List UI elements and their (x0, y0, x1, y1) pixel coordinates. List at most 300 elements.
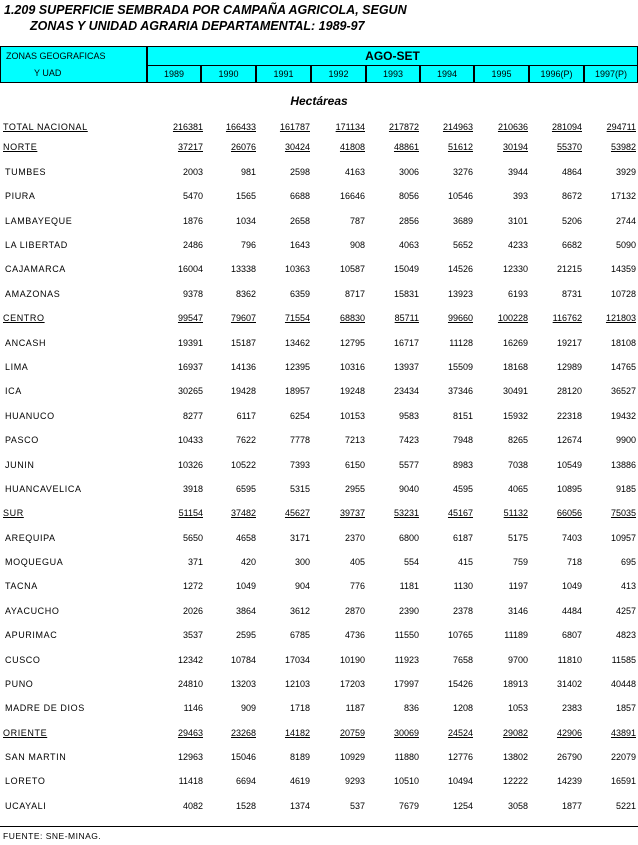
value-cell: 2378 (452, 606, 473, 616)
value-cell: 1876 (182, 216, 203, 226)
value-cell: 4595 (452, 484, 473, 494)
value-cell: 12103 (284, 679, 310, 689)
row-label: MOQUEGUA (5, 557, 64, 567)
value-cell: 695 (620, 557, 636, 567)
value-cell: 1528 (235, 801, 256, 811)
value-cell: 904 (294, 581, 310, 591)
value-cell: 13802 (502, 752, 528, 762)
value-cell: 161787 (279, 122, 310, 132)
value-cell: 13923 (447, 289, 473, 299)
value-cell: 18168 (502, 362, 528, 372)
value-cell: 8672 (561, 191, 582, 201)
value-cell: 48861 (393, 142, 419, 152)
row-label: ANCASH (5, 338, 47, 348)
value-cell: 3864 (235, 606, 256, 616)
value-cell: 4065 (507, 484, 528, 494)
value-cell: 4484 (561, 606, 582, 616)
value-cell: 1718 (289, 703, 310, 713)
value-cell: 11418 (178, 776, 203, 786)
value-cell: 1374 (289, 801, 310, 811)
value-cell: 6688 (289, 191, 310, 201)
value-cell: 14239 (556, 776, 582, 786)
value-cell: 16591 (610, 776, 636, 786)
value-cell: 23434 (393, 386, 419, 396)
value-cell: 11550 (394, 630, 419, 640)
row-label: HUANUCO (5, 411, 55, 421)
value-cell: 15049 (393, 264, 419, 274)
value-cell: 53982 (610, 142, 636, 152)
value-cell: 40448 (610, 679, 636, 689)
value-cell: 1208 (452, 703, 473, 713)
value-cell: 300 (294, 557, 310, 567)
value-cell: 981 (240, 167, 256, 177)
value-cell: 2370 (344, 533, 365, 543)
value-cell: 5577 (398, 460, 419, 470)
value-cell: 6193 (507, 289, 528, 299)
value-cell: 1643 (289, 240, 310, 250)
table-subtotal-row (0, 508, 638, 526)
value-cell: 371 (187, 557, 203, 567)
row-label: TOTAL NACIONAL (3, 122, 88, 132)
value-cell: 30424 (284, 142, 310, 152)
value-cell: 405 (349, 557, 365, 567)
value-cell: 79607 (230, 313, 256, 323)
value-cell: 1130 (453, 581, 473, 591)
value-cell: 2856 (398, 216, 419, 226)
value-cell: 3276 (452, 167, 473, 177)
value-cell: 3101 (507, 216, 528, 226)
row-label: AREQUIPA (5, 533, 56, 543)
value-cell: 7038 (507, 460, 528, 470)
value-cell: 5315 (289, 484, 310, 494)
value-cell: 10316 (339, 362, 365, 372)
value-cell: 14359 (610, 264, 636, 274)
value-cell: 12795 (339, 338, 365, 348)
row-label: ICA (5, 386, 22, 396)
value-cell: 12222 (502, 776, 528, 786)
year-header-cell: 1989 (147, 65, 201, 83)
table-row (0, 801, 638, 819)
row-label: SAN MARTIN (5, 752, 67, 762)
value-cell: 3612 (289, 606, 310, 616)
value-cell: 4163 (344, 167, 365, 177)
value-cell: 31402 (556, 679, 582, 689)
value-cell: 37482 (230, 508, 256, 518)
value-cell: 393 (512, 191, 528, 201)
value-cell: 420 (240, 557, 256, 567)
value-cell: 30265 (177, 386, 203, 396)
value-cell: 29463 (177, 728, 203, 738)
row-label: PASCO (5, 435, 39, 445)
value-cell: 13462 (284, 338, 310, 348)
value-cell: 9185 (615, 484, 636, 494)
value-cell: 3918 (182, 484, 203, 494)
value-cell: 7423 (398, 435, 419, 445)
value-cell: 10433 (177, 435, 203, 445)
value-cell: 5206 (561, 216, 582, 226)
value-cell: 14136 (230, 362, 256, 372)
row-label: PIURA (5, 191, 36, 201)
value-cell: 909 (240, 703, 256, 713)
value-cell: 37346 (447, 386, 473, 396)
value-cell: 8056 (398, 191, 419, 201)
value-cell: 36527 (610, 386, 636, 396)
value-cell: 12342 (177, 655, 203, 665)
value-cell: 413 (620, 581, 636, 591)
value-cell: 7403 (561, 533, 582, 543)
value-cell: 1565 (235, 191, 256, 201)
year-header-cell: 1997(P) (584, 65, 638, 83)
value-cell: 42906 (556, 728, 582, 738)
year-header-cell: 1995 (474, 65, 529, 83)
table-row (0, 655, 638, 673)
value-cell: 8189 (289, 752, 310, 762)
row-label: UCAYALI (5, 801, 47, 811)
value-cell: 759 (512, 557, 528, 567)
value-cell: 13886 (610, 460, 636, 470)
value-cell: 3171 (289, 533, 310, 543)
value-cell: 8362 (235, 289, 256, 299)
value-cell: 1053 (507, 703, 528, 713)
value-cell: 8277 (182, 411, 203, 421)
year-header-cell: 1993 (366, 65, 420, 83)
value-cell: 17132 (610, 191, 636, 201)
row-label: MADRE DE DIOS (5, 703, 85, 713)
value-cell: 10522 (230, 460, 256, 470)
value-cell: 26790 (556, 752, 582, 762)
value-cell: 210636 (497, 122, 528, 132)
value-cell: 116762 (552, 313, 582, 323)
value-cell: 836 (403, 703, 419, 713)
value-cell: 11880 (394, 752, 419, 762)
value-cell: 16717 (393, 338, 419, 348)
table-row (0, 411, 638, 429)
value-cell: 2658 (289, 216, 310, 226)
value-cell: 17997 (393, 679, 419, 689)
value-cell: 19432 (610, 411, 636, 421)
value-cell: 3689 (452, 216, 473, 226)
value-cell: 8717 (344, 289, 365, 299)
value-cell: 2486 (182, 240, 203, 250)
value-cell: 9040 (398, 484, 419, 494)
value-cell: 415 (457, 557, 473, 567)
value-cell: 216381 (172, 122, 203, 132)
value-cell: 554 (403, 557, 419, 567)
value-cell: 71554 (284, 313, 310, 323)
value-cell: 776 (349, 581, 365, 591)
value-cell: 15509 (447, 362, 473, 372)
table-subtotal-row (0, 142, 638, 160)
value-cell: 51132 (503, 508, 528, 518)
value-cell: 12330 (502, 264, 528, 274)
value-cell: 6359 (289, 289, 310, 299)
value-cell: 11585 (611, 655, 636, 665)
value-cell: 12674 (556, 435, 582, 445)
value-cell: 10326 (177, 460, 203, 470)
value-cell: 7948 (452, 435, 473, 445)
value-cell: 16269 (502, 338, 528, 348)
table-row (0, 679, 638, 697)
value-cell: 28120 (556, 386, 582, 396)
value-cell: 17203 (339, 679, 365, 689)
row-label: NORTE (3, 142, 38, 152)
table-row (0, 191, 638, 209)
table-row (0, 776, 638, 794)
value-cell: 6595 (235, 484, 256, 494)
row-label: LORETO (5, 776, 46, 786)
value-cell: 121803 (605, 313, 636, 323)
value-cell: 1049 (561, 581, 582, 591)
row-label: AYACUCHO (5, 606, 60, 616)
value-cell: 3537 (182, 630, 203, 640)
value-cell: 4619 (289, 776, 310, 786)
value-cell: 5090 (615, 240, 636, 250)
value-cell: 66056 (556, 508, 582, 518)
value-cell: 16937 (177, 362, 203, 372)
row-label: TACNA (5, 581, 38, 591)
value-cell: 21215 (556, 264, 582, 274)
value-cell: 14182 (284, 728, 310, 738)
value-cell: 537 (349, 801, 365, 811)
value-cell: 2383 (561, 703, 582, 713)
value-cell: 41808 (339, 142, 365, 152)
value-cell: 14526 (447, 264, 473, 274)
value-cell: 4063 (398, 240, 419, 250)
value-cell: 10765 (447, 630, 473, 640)
value-cell: 16004 (177, 264, 203, 274)
table-row (0, 703, 638, 721)
table-row (0, 240, 638, 258)
value-cell: 908 (349, 240, 365, 250)
value-cell: 1049 (235, 581, 256, 591)
value-cell: 15187 (230, 338, 256, 348)
value-cell: 45627 (284, 508, 310, 518)
value-cell: 85711 (394, 313, 419, 323)
value-cell: 3006 (398, 167, 419, 177)
value-cell: 10153 (339, 411, 365, 421)
value-cell: 22318 (556, 411, 582, 421)
table-row (0, 533, 638, 551)
value-cell: 10494 (447, 776, 473, 786)
value-cell: 1877 (561, 801, 582, 811)
value-cell: 6187 (452, 533, 473, 543)
value-cell: 53231 (393, 508, 419, 518)
table-row (0, 289, 638, 307)
value-cell: 19217 (556, 338, 582, 348)
table-row (0, 630, 638, 648)
value-cell: 6800 (398, 533, 419, 543)
value-cell: 4233 (507, 240, 528, 250)
table-row (0, 264, 638, 282)
row-label: PUNO (5, 679, 34, 689)
value-cell: 11923 (394, 655, 419, 665)
table-row (0, 557, 638, 575)
row-label: ORIENTE (3, 728, 48, 738)
value-cell: 19391 (177, 338, 203, 348)
table-row (0, 460, 638, 478)
value-cell: 217872 (388, 122, 419, 132)
value-cell: 2744 (615, 216, 636, 226)
row-label: APURIMAC (5, 630, 58, 640)
value-cell: 7658 (452, 655, 473, 665)
value-cell: 8983 (452, 460, 473, 470)
table-row (0, 362, 638, 380)
value-cell: 9293 (344, 776, 365, 786)
value-cell: 18913 (502, 679, 528, 689)
value-cell: 3058 (507, 801, 528, 811)
value-cell: 12776 (447, 752, 473, 762)
table-row (0, 435, 638, 453)
row-label: HUANCAVELICA (5, 484, 82, 494)
value-cell: 15932 (502, 411, 528, 421)
row-label: LAMBAYEQUE (5, 216, 73, 226)
value-cell: 7393 (289, 460, 310, 470)
table-row (0, 216, 638, 234)
value-cell: 43891 (610, 728, 636, 738)
year-header-cell: 1991 (256, 65, 311, 83)
table-row (0, 386, 638, 404)
value-cell: 3944 (507, 167, 528, 177)
table-row (0, 581, 638, 599)
value-cell: 11128 (449, 338, 473, 348)
row-label: SUR (3, 508, 24, 518)
value-cell: 19248 (339, 386, 365, 396)
value-cell: 15831 (393, 289, 419, 299)
table-title-line-1: 1.209 SUPERFICIE SEMBRADA POR CAMPAÑA AGRICOLA, SEGUN (4, 3, 407, 17)
value-cell: 281094 (551, 122, 582, 132)
value-cell: 1034 (235, 216, 256, 226)
value-cell: 8151 (452, 411, 473, 421)
value-cell: 7213 (344, 435, 365, 445)
value-cell: 5470 (182, 191, 203, 201)
value-cell: 9700 (507, 655, 528, 665)
value-cell: 7679 (398, 801, 419, 811)
value-cell: 4082 (182, 801, 203, 811)
value-cell: 2955 (344, 484, 365, 494)
source-note: FUENTE: SNE-MINAG. (3, 831, 102, 841)
period-header: AGO-SET (147, 46, 638, 66)
value-cell: 10363 (284, 264, 310, 274)
value-cell: 23268 (230, 728, 256, 738)
value-cell: 10728 (610, 289, 636, 299)
value-cell: 16646 (339, 191, 365, 201)
value-cell: 6682 (561, 240, 582, 250)
value-cell: 1187 (345, 703, 365, 713)
value-cell: 12395 (284, 362, 310, 372)
value-cell: 1272 (182, 581, 203, 591)
value-cell: 22079 (610, 752, 636, 762)
value-cell: 9378 (182, 289, 203, 299)
value-cell: 796 (240, 240, 256, 250)
value-cell: 4658 (235, 533, 256, 543)
value-cell: 18957 (284, 386, 310, 396)
value-cell: 30194 (502, 142, 528, 152)
value-cell: 15046 (230, 752, 256, 762)
value-cell: 2003 (182, 167, 203, 177)
row-label: CENTRO (3, 313, 45, 323)
value-cell: 39737 (339, 508, 365, 518)
value-cell: 18108 (610, 338, 636, 348)
value-cell: 8265 (507, 435, 528, 445)
year-header-cell: 1990 (201, 65, 256, 83)
value-cell: 7622 (235, 435, 256, 445)
value-cell: 5175 (507, 533, 528, 543)
value-cell: 171134 (335, 122, 365, 132)
value-cell: 9900 (615, 435, 636, 445)
value-cell: 10895 (556, 484, 582, 494)
value-cell: 2390 (398, 606, 419, 616)
row-label: LA LIBERTAD (5, 240, 68, 250)
value-cell: 4736 (344, 630, 365, 640)
table-row (0, 338, 638, 356)
value-cell: 12963 (177, 752, 203, 762)
year-header-cell: 1994 (420, 65, 474, 83)
value-cell: 51154 (178, 508, 203, 518)
value-cell: 9583 (398, 411, 419, 421)
value-cell: 26076 (230, 142, 256, 152)
value-cell: 10929 (339, 752, 365, 762)
value-cell: 29082 (502, 728, 528, 738)
value-cell: 1181 (399, 581, 419, 591)
unit-subtitle: Hectáreas (290, 94, 348, 108)
table-title-line-2: ZONAS Y UNIDAD AGRARIA DEPARTAMENTAL: 1989-97 (30, 19, 365, 33)
table-row (0, 752, 638, 770)
value-cell: 4864 (561, 167, 582, 177)
row-label: TUMBES (5, 167, 47, 177)
value-cell: 7778 (289, 435, 310, 445)
zona-header-line-2: Y UAD (34, 68, 62, 79)
footer-divider (0, 826, 638, 827)
table-row (0, 484, 638, 502)
value-cell: 6694 (235, 776, 256, 786)
value-cell: 2026 (182, 606, 203, 616)
value-cell: 12989 (556, 362, 582, 372)
value-cell: 3146 (507, 606, 528, 616)
value-cell: 6807 (561, 630, 582, 640)
value-cell: 8731 (561, 289, 582, 299)
value-cell: 6254 (289, 411, 310, 421)
value-cell: 787 (349, 216, 365, 226)
value-cell: 11810 (557, 655, 582, 665)
value-cell: 30491 (502, 386, 528, 396)
value-cell: 5652 (452, 240, 473, 250)
value-cell: 30069 (393, 728, 419, 738)
row-label: AMAZONAS (5, 289, 61, 299)
value-cell: 24524 (447, 728, 473, 738)
value-cell: 100228 (497, 313, 528, 323)
value-cell: 10546 (447, 191, 473, 201)
value-cell: 4257 (615, 606, 636, 616)
value-cell: 2870 (344, 606, 365, 616)
value-cell: 166433 (225, 122, 256, 132)
table-subtotal-row (0, 313, 638, 331)
table-row (0, 167, 638, 185)
value-cell: 10510 (393, 776, 419, 786)
value-cell: 13203 (230, 679, 256, 689)
value-cell: 6150 (344, 460, 365, 470)
value-cell: 24810 (177, 679, 203, 689)
value-cell: 4823 (615, 630, 636, 640)
value-cell: 99660 (447, 313, 473, 323)
value-cell: 45167 (447, 508, 473, 518)
row-label: CUSCO (5, 655, 41, 665)
value-cell: 6117 (236, 411, 256, 421)
value-cell: 99547 (177, 313, 203, 323)
value-cell: 19428 (230, 386, 256, 396)
value-cell: 17034 (284, 655, 310, 665)
year-header-cell: 1996(P) (529, 65, 584, 83)
value-cell: 3929 (615, 167, 636, 177)
